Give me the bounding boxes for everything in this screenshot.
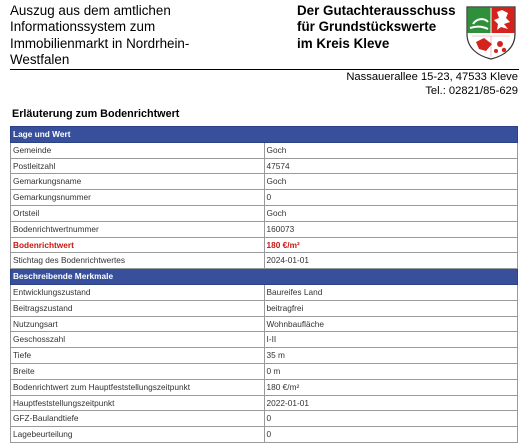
row-label: Gemeinde [11,142,265,158]
section-header: Beschreibende Merkmale [11,269,518,285]
table-row [11,174,518,190]
row-label: Bodenrichtwert zum Hauptfeststellungszeitpunkt [11,379,265,395]
row-label: Entwicklungszustand [11,284,265,300]
header-title-line: Auszug aus dem amtlichen [10,3,171,18]
table-row [11,221,518,237]
row-label: Bodenrichtwert [11,237,265,253]
row-value: 180 €/m² [264,379,518,395]
table-row [11,411,518,427]
table-row [11,142,518,158]
section-header: Lage und Wert [11,127,518,143]
table-row [11,284,518,300]
property-table [10,126,518,443]
row-value: 180 €/m² [264,237,518,253]
header-title-line: Informationssystem zum [10,19,156,35]
header-divider [10,69,519,70]
row-value: 160073 [264,221,518,237]
row-value: beitragfrei [264,300,518,316]
row-value: 2022-01-01 [264,395,518,411]
row-value: 0 [264,411,518,427]
row-value: 47574 [264,158,518,174]
row-label: Gemarkungsnummer [11,190,265,206]
table-row [11,300,518,316]
row-label: Lagebeurteilung [11,427,265,443]
document-header-title [10,3,250,68]
organization-name [297,3,457,52]
row-label: Postleitzahl [11,158,265,174]
org-line: für Grundstückswerte [297,19,437,35]
property-table-body [11,127,518,443]
row-value: 35 m [264,348,518,364]
address-block [346,71,518,99]
table-row [11,237,518,253]
row-label: GFZ-Baulandtiefe [11,411,265,427]
row-label: Bodenrichtwertnummer [11,221,265,237]
header-title-line: Immobilienmarkt in Nordrhein- [10,35,190,51]
row-value: 0 [264,427,518,443]
phone-line: Tel.: 02821/85-629 [425,84,518,97]
row-value: Goch [264,142,518,158]
row-value: 2024-01-01 [264,253,518,269]
table-row [11,316,518,332]
section-header-row [11,269,518,285]
section-header-row [11,127,518,143]
table-row [11,190,518,206]
row-label: Nutzungsart [11,316,265,332]
row-label: Ortsteil [11,205,265,221]
table-row [11,379,518,395]
table-row [11,427,518,443]
header-title-line: Westfalen [10,51,70,67]
row-value: Goch [264,174,518,190]
table-row [11,253,518,269]
table-row [11,348,518,364]
row-value: Baureifes Land [264,284,518,300]
nrw-coat-of-arms-icon [464,4,518,60]
table-row [11,332,518,348]
row-value: 0 m [264,363,518,379]
address-line: Nassauerallee 15-23, 47533 Kleve [346,71,518,83]
org-line: im Kreis Kleve [297,35,390,51]
row-label: Hauptfeststellungszeitpunkt [11,395,265,411]
org-line: Der Gutachterausschuss [297,3,456,18]
table-row [11,395,518,411]
row-label: Beitragszustand [11,300,265,316]
table-row [11,158,518,174]
row-value: I-II [264,332,518,348]
row-value: Wohnbaufläche [264,316,518,332]
table-row [11,205,518,221]
row-label: Gemarkungsname [11,174,265,190]
row-label: Geschosszahl [11,332,265,348]
section-title: Erläuterung zum Bodenrichtwert [12,108,180,120]
row-label: Breite [11,363,265,379]
row-value: 0 [264,190,518,206]
table-row [11,363,518,379]
row-value: Goch [264,205,518,221]
row-label: Tiefe [11,348,265,364]
row-label: Stichtag des Bodenrichtwertes [11,253,265,269]
